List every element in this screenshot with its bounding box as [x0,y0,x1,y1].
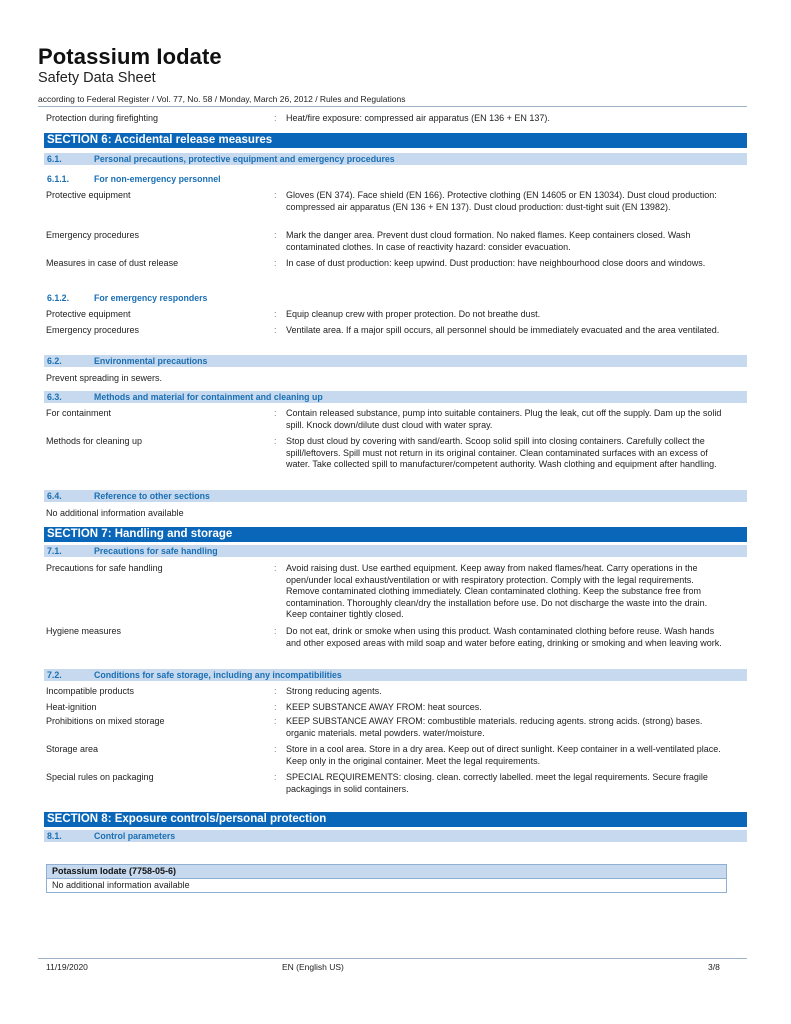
section-8-header: SECTION 8: Exposure controls/personal protection [44,812,747,827]
subsection-title: Control parameters [94,831,176,841]
row-label: Emergency procedures [46,325,140,335]
subsection-number: 7.1. [47,546,62,556]
subsection-title: Environmental precautions [94,356,208,366]
row-label: Protection during firefighting [46,113,159,123]
row-value: Mark the danger area. Prevent dust cloud formation. No naked flames. Keep containers closed. Wash contaminated clothes. In case of reactivity hazard: consider evacuation. [286,230,691,252]
subsection-8-1-header [44,830,747,842]
row-label: For containment [46,408,112,418]
row-colon: : [274,716,277,726]
subsection-number: 7.2. [47,670,62,680]
subsection-title: Precautions for safe handling [94,546,218,556]
row-label: Heat-ignition [46,702,97,712]
row-label: Emergency procedures [46,230,140,240]
row-colon: : [274,113,277,123]
row-value: Do not eat, drink or smoke when using this product. Wash contaminated clothing before reuse. Wash hands and other exposed areas with mild soap and water before eating, drinking or smoking and when leaving work. [286,626,722,648]
row-colon: : [274,563,277,573]
subsection-7-2-header [44,669,747,681]
row-colon: : [274,744,277,754]
section-7-header: SECTION 7: Handling and storage [44,527,747,542]
row-label: Methods for cleaning up [46,436,143,446]
footer-divider [38,958,747,959]
subsection-6-1-2-header [44,292,747,304]
row-colon: : [274,309,277,319]
environmental-precautions-text: Prevent spreading in sewers. [46,373,163,383]
row-value: Avoid raising dust. Use earthed equipment. Keep away from naked flames/heat. Carry operations in the open/under local exhaust/ventilation or with respiratory protection. Comply with the legal requirements. Remove contaminated clothing immediately. Clean contaminated clothing. Keep the substance free from contamination. Thoroughly clean/dry the installation before use. Do not discharge the waste into the drain. Keep container tightly closed. [286,563,708,619]
row-colon: : [274,686,277,696]
row-colon: : [274,702,277,712]
subsection-title: For non-emergency personnel [94,174,221,184]
subsection-number: 6.3. [47,392,62,402]
row-value: Gloves (EN 374). Face shield (EN 166). Protective clothing (EN 14605 or EN 13034). Dust cloud production: compressed air apparatus (EN 136 + EN 137). Dust cloud production: dust-tight suit (EN 13982). [286,190,717,212]
document-subtitle: Safety Data Sheet [38,70,156,86]
row-value: SPECIAL REQUIREMENTS: closing. clean. correctly labelled. meet the legal requirements. Secure fragile packagings in solid containers. [286,772,708,794]
subsection-title: For emergency responders [94,293,208,303]
row-value: Heat/fire exposure: compressed air apparatus (EN 136 + EN 137). [286,113,550,123]
footer-date: 11/19/2020 [46,962,88,972]
subsection-number: 6.4. [47,491,62,501]
row-value: In case of dust production: keep upwind. Dust production: have neighbourhood close doors and windows. [286,258,706,268]
row-label: Storage area [46,744,99,754]
row-label: Prohibitions on mixed storage [46,716,165,726]
row-colon: : [274,258,277,268]
footer-page-number: 3/8 [708,962,720,972]
row-value: Store in a cool area. Store in a dry area. Keep out of direct sunlight. Keep container in a well-ventilated place. Keep only in the original container. Meet the legal requirements. [286,744,721,766]
row-value: KEEP SUBSTANCE AWAY FROM: combustible materials. reducing agents. strong acids. (strong) bases. organic materials. metal powders. water/moisture. [286,716,703,738]
subsection-title: Reference to other sections [94,491,210,501]
section-6-header: SECTION 6: Accidental release measures [44,133,747,148]
row-label: Protective equipment [46,309,131,319]
row-label: Hygiene measures [46,626,122,636]
subsection-number: 8.1. [47,831,62,841]
row-label: Protective equipment [46,190,131,200]
row-value: KEEP SUBSTANCE AWAY FROM: heat sources. [286,702,482,712]
header-divider [38,106,747,107]
row-value: Equip cleanup crew with proper protection. Do not breathe dust. [286,309,541,319]
row-label: Incompatible products [46,686,135,696]
row-label: Special rules on packaging [46,772,154,782]
row-value: Contain released substance, pump into suitable containers. Plug the leak, cut off the supply. Dam up the solid spill. Knock down/dilute dust cloud with water spray. [286,408,722,430]
row-value: Ventilate area. If a major spill occurs, all personnel should be immediately evacuated and the area ventilated. [286,325,720,335]
subsection-6-1-header [44,153,747,165]
row-colon: : [274,436,277,446]
document-title: Potassium Iodate [38,44,222,69]
subsection-title: Methods and material for containment and cleaning up [94,392,323,402]
footer-language: EN (English US) [282,962,344,972]
row-colon: : [274,408,277,418]
row-colon: : [274,626,277,636]
reference-text: No additional information available [46,508,184,518]
row-colon: : [274,325,277,335]
subsection-number: 6.1.2. [47,293,70,303]
row-value: Strong reducing agents. [286,686,382,696]
subsection-title: Personal precautions, protective equipment and emergency procedures [94,154,395,164]
subsection-7-1-header [44,545,747,557]
row-label: Precautions for safe handling [46,563,163,573]
subsection-number: 6.1. [47,154,62,164]
subsection-6-3-header [44,391,747,403]
subsection-number: 6.2. [47,356,62,366]
subsection-6-2-header [44,355,747,367]
row-colon: : [274,772,277,782]
row-colon: : [274,190,277,200]
control-parameters-table [46,864,727,893]
row-label: Measures in case of dust release [46,258,179,268]
row-value: Stop dust cloud by covering with sand/earth. Scoop solid spill into closing containers. Carefully collect the spill/leftovers. Spill must not return in its original container. Clean contaminated surfaces with an excess of water. Take collected spill to manufacturer/competent authority. Wash clothing and equipment after handling. [286,436,717,469]
table-cell: No additional information available [52,880,190,890]
subsection-6-4-header [44,490,747,502]
regulation-reference: according to Federal Register / Vol. 77, No. 58 / Monday, March 26, 2012 / Rules and Regulations [38,94,406,104]
table-header: Potassium Iodate (7758-05-6) [47,865,726,879]
row-colon: : [274,230,277,240]
subsection-6-1-1-header [44,173,747,185]
subsection-title: Conditions for safe storage, including any incompatibilities [94,670,342,680]
subsection-number: 6.1.1. [47,174,70,184]
